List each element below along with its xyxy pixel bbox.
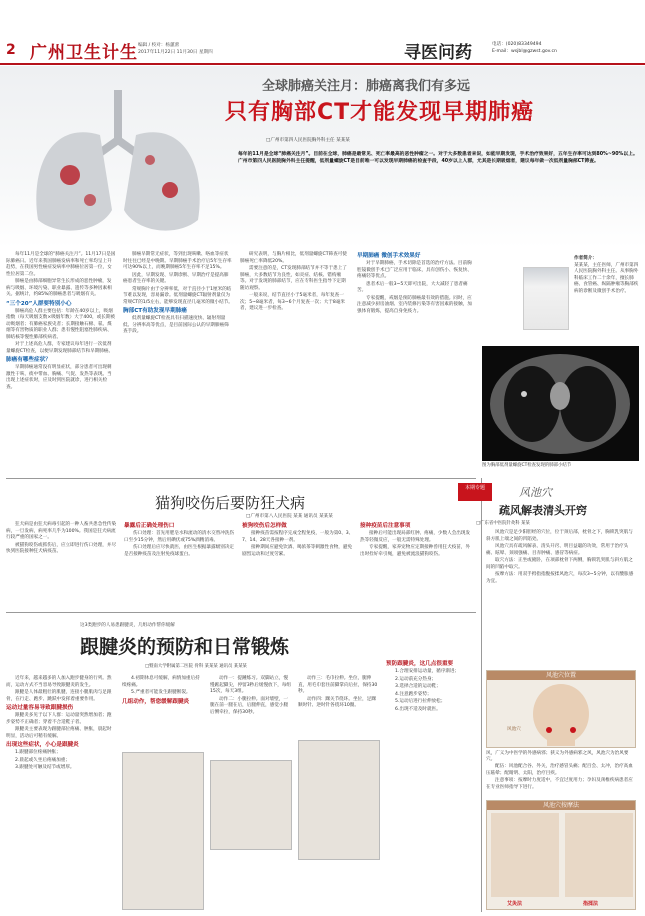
author-bio-box — [574, 256, 640, 295]
article2-col3 — [242, 522, 354, 559]
hero-title: 只有胸部CT才能发现早期肺癌 — [225, 100, 535, 125]
paragraph: 肺癌高危人群主要包括：年龄在40岁以上，吸烟指数（每天吸烟支数×吸烟年数）大于400，或长期被动吸烟者；有肺癌家族史者；长期接触石棉、氡、煤烟等有害物质的职业人群；患有慢性阻塞性肺疾病、肺结核等慢性肺部疾病者。 — [6, 308, 116, 340]
paragraph: 1.合理安排运动量，循序渐进； — [395, 669, 460, 674]
phone-line: 电话：(020)83349494 — [492, 42, 542, 47]
column-divider — [481, 478, 482, 912]
paragraph: 近年来，越来越多的人加入跑步健身的行列。然而，运动方式不当容易导致跟腱炎的发生。 — [6, 676, 112, 688]
article3-col2 — [122, 676, 204, 707]
article3-lead: 这3类跑步的人易患跟腱炎，几组动作帮你缓解 — [80, 623, 175, 628]
paragraph: 对于早期肺癌，手术切除是首选的治疗方法。目前胸腔镜微创手术已广泛应用于临床，具有创伤小、恢复快、疼痛轻等优点。 — [357, 261, 472, 279]
subheading: 暴露后正确处理伤口 — [124, 523, 175, 529]
paragraph: 5.严重者可能发生跟腱断裂。 — [131, 690, 191, 695]
paragraph: 取穴方法：正坐或俯卧，在项部枕骨下两侧，胸锁乳突肌与斜方肌之间的凹陷中取穴。 — [486, 558, 633, 570]
lungs-illustration-icon — [20, 80, 230, 240]
article3-col5 — [386, 660, 476, 714]
paragraph: 患者术后一般3~5天即可出院，大大减轻了患者痛苦。 — [357, 281, 468, 293]
subheading: 早期肺癌 微创手术效果好 — [357, 253, 421, 259]
paragraph: 专家提醒，家养宠物应定期接种兽用狂犬疫苗，外出时拴好牵引绳，避免被流浪猫狗咬伤。 — [360, 545, 471, 557]
paragraph: 注意事项：按摩时力度适中，不宜过度用力；孕妇及颈椎疾病患者应在专业医师指导下进行。 — [486, 778, 633, 790]
paragraph: 一般来说，结节直径小于5毫米者，每年复查一次；5~8毫米者，每3~6个月复查一次；大于8毫米者，建议进一步检查。 — [240, 293, 346, 311]
paragraph: 3.选择合适的运动鞋； — [395, 684, 441, 689]
paragraph: 因此，早期发现、早期诊断、早期治疗是提高肺癌患者生存率的关键。 — [123, 272, 229, 284]
paragraph: 肺癌早期常无症状，等到出现咳嗽、咯血等症状时往往已经是中晚期。早期肺癌手术治疗后5年生存率可达90%以上，而晚期肺癌5年生存率不足15%。 — [123, 252, 232, 270]
subheading: 出现这些症状，小心是跟腱炎 — [6, 742, 79, 748]
hero-subtitle: 全球肺癌关注月：肺癌离我们有多远 — [262, 79, 471, 94]
paragraph: 动作三：毛巾拉伸。坐位，腿伸直，用毛巾套住前脚掌向后拉，保持30秒。 — [298, 676, 378, 694]
article2-byline: □广州市第八人民医院 某某 通讯员 某某某 — [246, 514, 333, 519]
paragraph: 早期肺癌通常没有明显症状，部分患者可出现刺激性干咳、痰中带血、胸痛、气促、发热等表现。当出现上述症状时，应及时到医院就诊，进行相关检查。 — [6, 365, 112, 390]
issue-meta — [138, 42, 213, 56]
paragraph: 专家提醒，戒烟是预防肺癌最有效的措施。同时，应注意减少厨房油烟、室内装修污染等有害因素的接触，加强体育锻炼，提高自身免疫力。 — [357, 295, 472, 314]
article2-col2 — [124, 522, 236, 559]
exercise-figure-2 — [210, 760, 292, 850]
paragraph: 被猫狗咬伤或抓伤后，应立即进行伤口处理，并尽快到医院接种狂犬病疫苗。 — [6, 542, 117, 554]
article3-byline: □暨南大学附属第二医院 骨科 某某某 通讯员 某某某 — [145, 664, 247, 669]
article2-title: 猫狗咬伤后要防狂犬病 — [155, 494, 306, 512]
subheading: “三个20”人群要特别小心 — [6, 300, 72, 307]
article3-col3 — [210, 676, 292, 717]
article1-col3 — [240, 252, 350, 314]
figure-title: 风池穴位置 — [487, 671, 635, 680]
figure-title: 风池穴按摩法 — [487, 801, 635, 810]
paragraph: 伤口处理后应尽快就医，由医生根据暴露级别决定是否接种疫苗及注射免疫球蛋白。 — [124, 545, 235, 557]
subheading: 预防跟腱炎，这几点很重要 — [386, 661, 454, 667]
paragraph: 2.晨起或久坐后疼痛加重； — [15, 757, 70, 763]
paragraph: 1.跟腱部位疼痛肿胀； — [15, 750, 61, 755]
contact-info — [492, 41, 557, 55]
paragraph: 对于上述高危人群，专家建议每年进行一次低剂量螺旋CT检查，以便早期发现肺部结节和早期肺癌。 — [6, 342, 114, 354]
email-line: E-mail：wsjbl@gzwst.gov.cn — [492, 49, 557, 54]
subheading: 运动过量容易导致跟腱损伤 — [6, 705, 74, 711]
paragraph: 4.初期休息可缓解，病情加重后持续疼痛。 — [122, 676, 200, 688]
subheading: 胸部CT有助发现早期肺癌 — [123, 308, 187, 314]
article3-col1 — [6, 676, 116, 773]
article4-body — [486, 530, 636, 586]
acupoint-location-figure — [486, 670, 636, 748]
editor-line: 编辑 / 校对：杨蕙蕾 — [138, 43, 180, 48]
paragraph: 跟腱炎多见于以下人群：运动量突然增加者；跑步姿势不正确者；穿着不合适鞋子者。 — [6, 713, 112, 725]
paragraph: 动作二：小腿拉伸。面对墙壁，一腿在前一腿在后，后腿伸直，感觉小腿后侧牵拉，保持30秒。 — [210, 696, 289, 715]
subheading: 几组动作，帮您缓解跟腱炎 — [122, 698, 190, 705]
paragraph: 接种疫苗需按程序完成全程免疫，一般为第0、3、7、14、28天各接种一剂。 — [242, 531, 354, 543]
hero-lead: 每年的11月是全球“肺癌关注月”。目前在全球，肺癌是最常见、死亡率最高的恶性肿瘤之一。对于大多数患者来说，如能早期发现，手术治疗效果好，五年生存率可达到80%~90%以上。广州市第四人民医院胸外科主任提醒，低剂量螺旋CT是目前唯一可以发现早期肺癌的检查手段，40岁以上人群，尤其是长期吸烟者，建议每年做一次低剂量胸部CT筛查。 — [238, 152, 638, 164]
article1-col1 — [6, 252, 116, 392]
subheading: 被狗咬伤后怎样做 — [242, 523, 287, 529]
paragraph: 5.运动后进行拉伸放松； — [395, 699, 446, 704]
paragraph: 跟腱是人体最粗壮的肌腱，连接小腿肌肉与足跟骨，在行走、跑步、跳跃中发挥着重要作用。 — [6, 690, 112, 702]
author-bio: 某某某，主任医师，广州市第四人民医院胸外科主任。从事胸外科临床工作二十余年，擅长肺癌、食管癌、纵隔肿瘤等胸部疾病的诊断及微创手术治疗。 — [574, 262, 639, 294]
article3-title: 跟腱炎的预防和日常锻炼 — [80, 636, 290, 658]
paragraph: 配伍：风池配合谷、外关，治疗感冒头痛；配百会、太冲，治疗高血压眩晕；配睛明、太阳，治疗目疾。 — [486, 764, 633, 776]
paragraph: 风池穴具有疏风解表、清头开窍、明目益聪的功效，常用于治疗头痛、眩晕、颈项强痛、目赤肿痛、感冒等病症。 — [486, 544, 629, 556]
exercise-figure-3 — [298, 740, 380, 860]
hero-byline: □广州市第四人民医院胸外科主任 某某某 — [266, 138, 350, 143]
head-back-icon — [487, 680, 635, 746]
author-heading: 作者简介： — [574, 256, 597, 261]
divider — [6, 612, 476, 613]
ct-scan-image — [482, 346, 639, 461]
paragraph: 狂犬病是由狂犬病毒引起的一种人畜共患急性传染病，一旦发病，病死率几乎为100%。我国是狂犬病流行较严重的国家之一。 — [6, 522, 117, 540]
paragraph: 按摩方法：用双手拇指指腹按揉风池穴，每次3~5分钟，以有酸胀感为宜。 — [486, 572, 634, 584]
paragraph: 动作一：提踵练习。双脚站立，慢慢踮起脚尖，停留3秒后缓慢放下，每组15次，每天3组。 — [210, 676, 292, 694]
subheading: 肺癌有哪些症状？ — [6, 357, 51, 363]
method-label: 指揉法 — [583, 901, 599, 907]
author-photo — [523, 267, 569, 330]
paragraph: 接种期间应避免饮酒、喝浓茶等刺激性食物，避免剧烈运动和过度劳累。 — [242, 545, 353, 557]
article1-col2 — [123, 252, 233, 337]
method-label: 艾灸法 — [507, 901, 523, 907]
article4-title: 疏风解表清头开窍 — [499, 504, 587, 517]
paragraph: 肺癌是由肺部细胞异常生长形成的恶性肿瘤，发病与吸烟、环境污染、职业暴露、遗传等多种因素相关。据统计，约85%的肺癌患者与吸烟有关。 — [6, 279, 112, 297]
paragraph: 3.跟腱处可触及结节或增厚。 — [15, 765, 75, 770]
acupoint-label: 风池穴 — [507, 727, 521, 732]
paragraph: 接种后可能出现局部红肿、疼痛，少数人会出现发热等轻微反应，一般无需特殊处理。 — [360, 531, 471, 543]
paragraph: 伤口处理：首先用肥皂水和流动的清水交替冲洗伤口至少15分钟，然后用碘伏或75%酒精消毒。 — [124, 531, 235, 543]
article4-tag-title: 风池穴 — [519, 486, 552, 499]
article1-col4 — [357, 252, 475, 316]
finger-press-image — [565, 813, 633, 897]
article4-body-more — [486, 764, 636, 792]
paragraph: 风池穴是足少阳胆经的穴位，位于颈后部，枕骨之下，胸锁乳突肌与斜方肌上端之间的凹陷处。 — [486, 530, 633, 542]
paragraph: 4.注意跑步姿势； — [395, 691, 432, 697]
exercise-figure-1 — [122, 752, 204, 910]
newspaper-title: 广州卫生计生 — [30, 43, 138, 63]
massage-method-figure — [486, 800, 636, 910]
paragraph: 6.出现不适及时就医。 — [395, 706, 441, 712]
date-line: 2017年11月22日 11月30日 星期四 — [138, 50, 213, 55]
article3-col4 — [298, 676, 380, 711]
paragraph: 2.运动前充分热身； — [395, 676, 437, 682]
paragraph: 需要注意的是，CT发现肺部结节并不等于患上了肺癌，大多数结节为良性，如炎症、结核、错构瘤等。对于发现的肺部结节，应在专科医生指导下定期随访观察。 — [240, 266, 347, 291]
moxibustion-image — [491, 813, 559, 897]
header-rule — [0, 63, 645, 65]
column-tag: 本期专题 — [458, 483, 492, 501]
paragraph: 动作四：踝关节绕环。坐位，足踝顺时针、逆时针各绕环10圈。 — [298, 696, 376, 708]
section-title: 寻医问药 — [404, 43, 472, 63]
paragraph: 常规胸片由于分辨率低，对于直径小于1厘米的结节难以发现，容易漏诊。低剂量螺旋CT辐射剂量仅为常规CT的1/5左右，能够发现直径几毫米的微小结节。 — [123, 286, 233, 305]
page-number: 2 — [6, 42, 16, 58]
article4-byline: □广东省中医院针灸科 某某 — [476, 521, 530, 526]
subheading: 接种疫苗后注意事项 — [360, 523, 411, 529]
paragraph: 研究表明，与胸片相比，低剂量螺旋CT筛查可使肺癌死亡率降低20%。 — [240, 252, 347, 264]
article2-col4 — [360, 522, 472, 559]
paragraph: 低剂量螺旋CT检查具有扫描速度快、辐射剂量低、分辨率高等优点，是目前国际公认的早期肺癌筛查手段。 — [123, 316, 229, 334]
ct-caption: 图为胸部低剂量螺旋CT检查发现的肺部小结节 — [482, 463, 572, 468]
article2-col1 — [6, 522, 118, 557]
paragraph: 每年11月是全球的“肺癌关注月”。11月17日是国际肺癌日。近年来我国肺癌发病率和死亡率均呈上升趋势，在我国男性癌症发病率中肺癌位居第一位，女性位居第二位。 — [6, 252, 116, 277]
figure-caption: 风，广义为中医学的外感病邪；狭义为外感病邪之风，风池穴为治风要穴。 — [486, 751, 629, 763]
paragraph: 跟腱炎主要表现为跟腱部位疼痛、肿胀，晨起时明显，活动后可稍有缓解。 — [6, 727, 112, 739]
divider — [6, 478, 476, 479]
